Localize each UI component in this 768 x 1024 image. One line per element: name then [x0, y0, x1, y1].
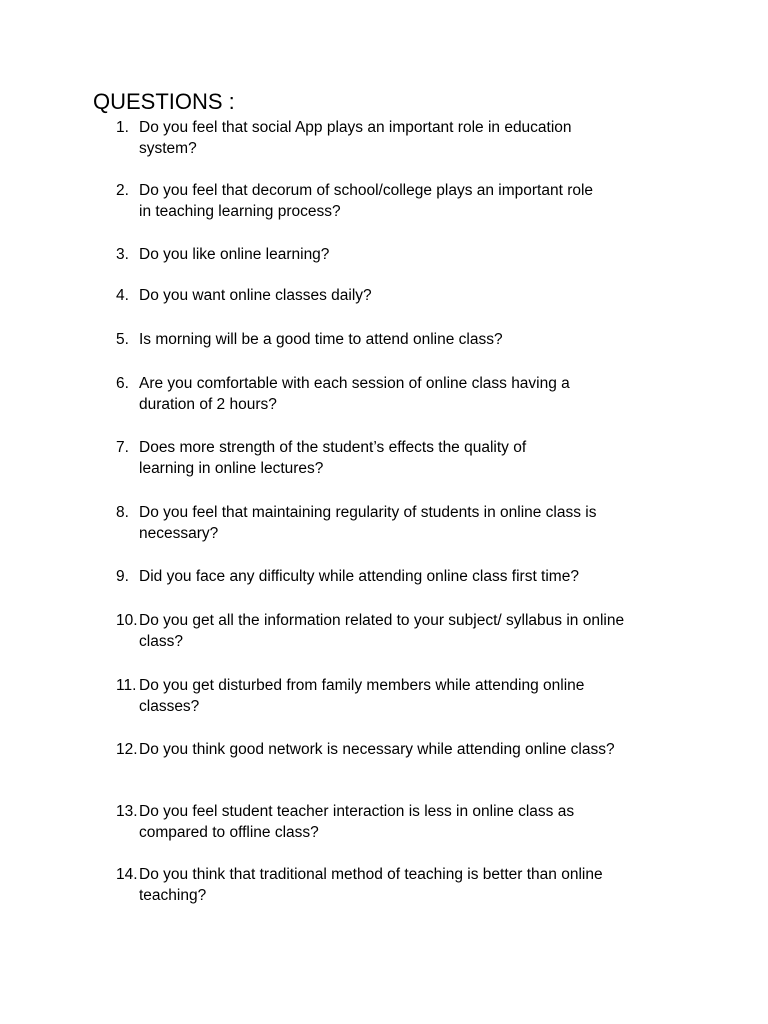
- question-text: [139, 610, 679, 652]
- question-line: Do you feel student teacher interaction is less in online class as: [139, 803, 575, 820]
- question-text: [139, 117, 679, 159]
- question-text: [139, 739, 679, 760]
- question-text: [139, 566, 679, 587]
- question-line: Do you think that traditional method of teaching is better than online: [139, 866, 603, 883]
- question-number: 9.: [116, 568, 129, 585]
- question-text: [139, 502, 679, 544]
- question-line: Are you comfortable with each session of online class having a: [139, 375, 570, 392]
- question-number: 11.: [116, 677, 137, 694]
- question-text: [139, 437, 679, 479]
- question-number: 12.: [116, 741, 138, 758]
- question-line: Did you face any difficulty while attending online class first time?: [139, 568, 579, 585]
- question-line: Do you feel that maintaining regularity of students in online class is: [139, 504, 597, 521]
- page-title: QUESTIONS :: [93, 89, 235, 114]
- question-number: 1.: [116, 119, 129, 136]
- question-line: necessary?: [139, 525, 219, 542]
- question-line: Do you want online classes daily?: [139, 287, 372, 304]
- question-line: duration of 2 hours?: [139, 396, 277, 413]
- question-number: 13.: [116, 803, 138, 820]
- question-number: 14.: [116, 866, 138, 883]
- question-text: [139, 675, 679, 717]
- question-number: 6.: [116, 375, 129, 392]
- question-line: compared to offline class?: [139, 824, 319, 841]
- question-line: learning in online lectures?: [139, 460, 324, 477]
- question-number: 5.: [116, 331, 129, 348]
- question-line: classes?: [139, 698, 200, 715]
- question-line: Is morning will be a good time to attend online class?: [139, 331, 503, 348]
- question-line: Do you feel that social App plays an important role in education: [139, 119, 572, 136]
- question-text: [139, 244, 679, 265]
- question-line: in teaching learning process?: [139, 203, 341, 220]
- question-text: [139, 373, 679, 415]
- question-number: 7.: [116, 439, 129, 456]
- question-number: 4.: [116, 287, 129, 304]
- question-line: system?: [139, 140, 197, 157]
- question-number: 8.: [116, 504, 129, 521]
- question-line: Do you feel that decorum of school/college plays an important role: [139, 182, 594, 199]
- question-line: class?: [139, 633, 183, 650]
- question-number: 2.: [116, 182, 129, 199]
- question-number: 3.: [116, 246, 129, 263]
- question-text: [139, 285, 679, 306]
- question-line: Do you get all the information related to your subject/ syllabus in online: [139, 612, 625, 629]
- question-text: [139, 801, 679, 843]
- question-line: Do you think good network is necessary while attending online class?: [139, 741, 615, 758]
- question-line: Do you get disturbed from family members while attending online: [139, 677, 585, 694]
- question-text: [139, 329, 679, 350]
- question-line: teaching?: [139, 887, 207, 904]
- question-text: [139, 864, 679, 906]
- question-text: [139, 180, 679, 222]
- question-line: Does more strength of the student’s effects the quality of: [139, 439, 527, 456]
- question-line: Do you like online learning?: [139, 246, 330, 263]
- question-number: 10.: [116, 612, 138, 629]
